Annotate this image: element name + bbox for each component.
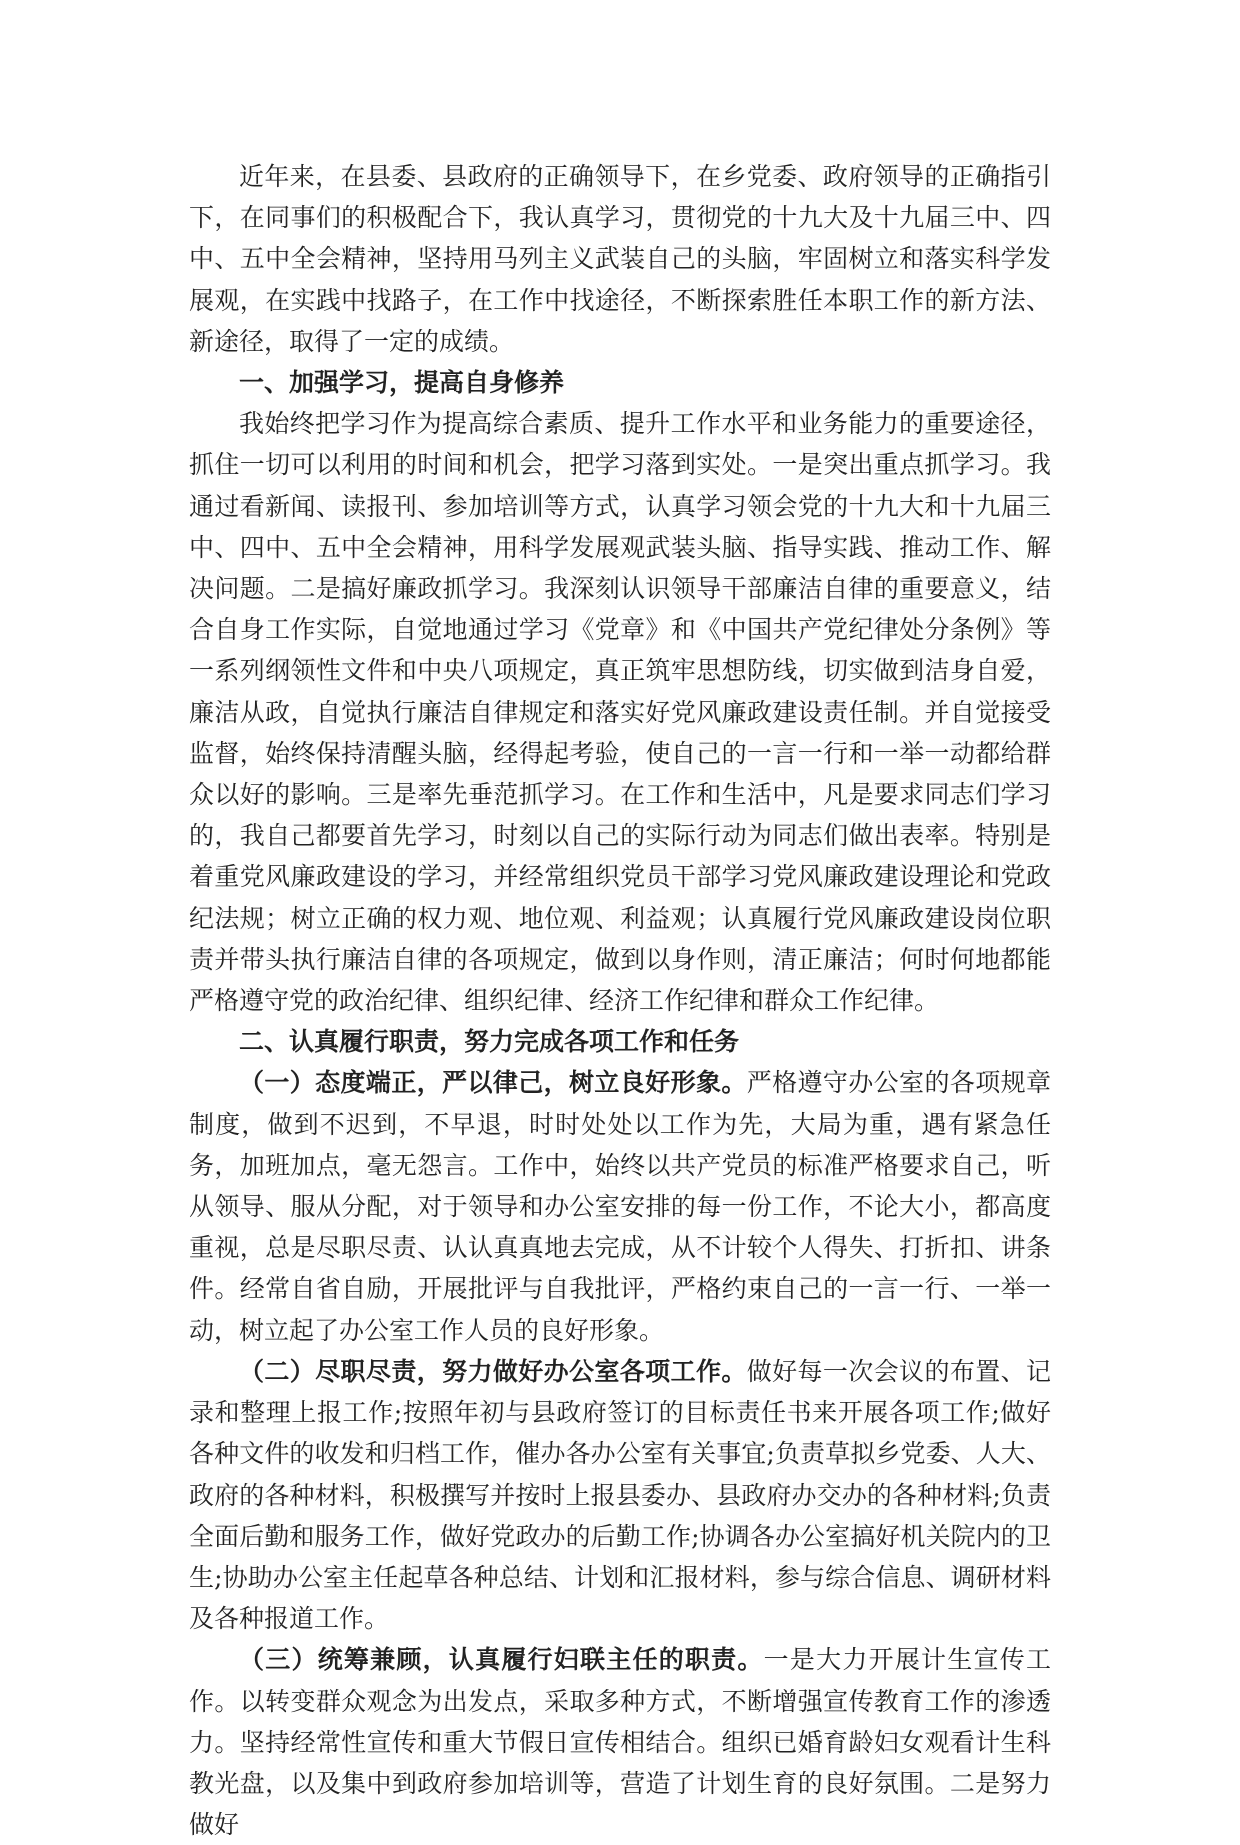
intro-paragraph: 近年来，在县委、县政府的正确领导下，在乡党委、政府领导的正确指引下，在同事们的积极配合下，我认真学习，贯彻党的十九大及十九届三中、四中、五中全会精神，坚持用马列主义武装自己的头脑，牢固树立和落实科学发展观，在实践中找路子，在工作中找途径，不断探索胜任本职工作的新方法、新途径，取得了一定的成绩。 [189, 162, 1051, 356]
item-3-text: 一是大力开展计生宣传工作。以转变群众观念为出发点，采取多种方式，不断增强宣传教育工作的渗透力。坚持经常性宣传和重大节假日宣传相结合。组织已婚育龄妇女观看计生科教光盘，以及集中到政府参加培训等，营造了计划生育的良好氛围。二是努力做好 [189, 1645, 1051, 1840]
section-2-item-1 [189, 1062, 1051, 1350]
item-1-text: 严格遵守办公室的各项规章制度，做到不迟到，不早退，时时处处以工作为先，大局为重，遇有紧急任务，加班加点，毫无怨言。工作中，始终以共产党员的标准严格要求自己，听从领导、服从分配，对于领导和办公室安排的每一份工作，不论大小，都高度重视，总是尽职尽责、认认真真地去完成，从不计较个人得失、打折扣、讲条件。经常自省自励，开展批评与自我批评，严格约束自己的一言一行、一举一动，树立起了办公室工作人员的良好形象。 [189, 1068, 1051, 1345]
section-2-item-2 [189, 1351, 1051, 1639]
item-2-text: 做好每一次会议的布置、记录和整理上报工作;按照年初与县政府签订的目标责任书来开展各项工作;做好各种文件的收发和归档工作，催办各办公室有关事宜;负责草拟乡党委、人大、政府的各种材料，积极撰写并按时上报县委办、县政府办交办的各种材料;负责全面后勤和服务工作，做好党政办的后勤工作;协调各办公室搞好机关院内的卫生;协助办公室主任起草各种总结、计划和汇报材料，参与综合信息、调研材料及各种报道工作。 [189, 1356, 1051, 1634]
item-2-lead: （二）尽职尽责，努力做好办公室各项工作。 [239, 1356, 747, 1386]
document-page [189, 156, 1051, 1845]
section-2-heading: 二、认真履行职责，努力完成各项工作和任务 [239, 1027, 740, 1057]
item-1-lead: （一）态度端正，严以律己，树立良好形象。 [239, 1068, 747, 1098]
section-1-paragraph: 我始终把学习作为提高综合素质、提升工作水平和业务能力的重要途径，抓住一切可以利用的时间和机会，把学习落到实处。一是突出重点抓学习。我通过看新闻、读报刊、参加培训等方式，认真学习领会党的十九大和十九届三中、四中、五中全会精神，用科学发展观武装头脑、指导实践、推动工作、解决问题。二是搞好廉政抓学习。我深刻认识领导干部廉洁自律的重要意义，结合自身工作实际，自觉地通过学习《党章》和《中国共产党纪律处分条例》等一系列纲领性文件和中央八项规定，真正筑牢思想防线，切实做到洁身自爱，廉洁从政，自觉执行廉洁自律规定和落实好党风廉政建设责任制。并自觉接受监督，始终保持清醒头脑，经得起考验，使自己的一言一行和一举一动都给群众以好的影响。三是率先垂范抓学习。在工作和生活中，凡是要求同志们学习的，我自己都要首先学习，时刻以自己的实际行动为同志们做出表率。特别是着重党风廉政建设的学习，并经常组织党员干部学习党风廉政建设理论和党政纪法规；树立正确的权力观、地位观、利益观；认真履行党风廉政建设岗位职责并带头执行廉洁自律的各项规定，做到以身作则，清正廉洁；何时何地都能严格遵守党的政治纪律、组织纪律、经济工作纪律和群众工作纪律。 [189, 409, 1051, 1016]
section-2-item-3 [189, 1639, 1051, 1845]
section-1-heading: 一、加强学习，提高自身修养 [239, 368, 565, 398]
item-3-lead: （三）统筹兼顾，认真履行妇联主任的职责。 [239, 1645, 764, 1675]
